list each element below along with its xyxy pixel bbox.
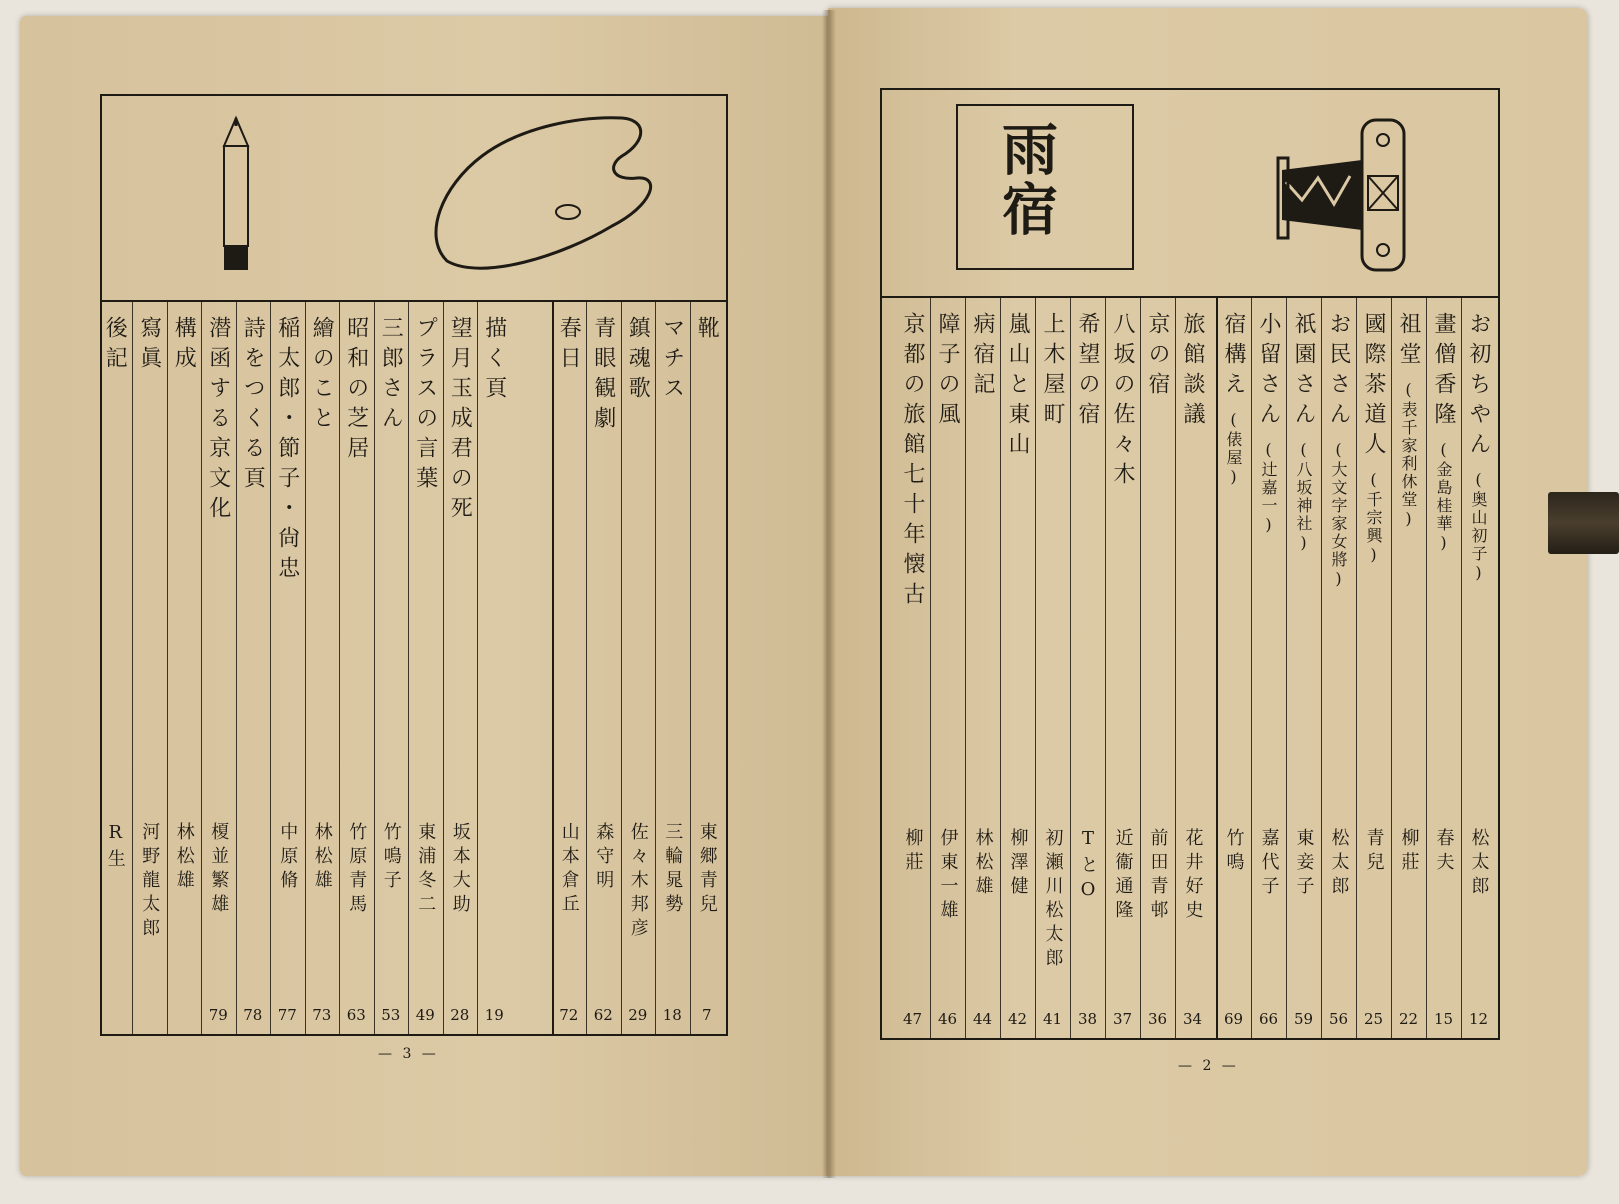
- column-divider: [1251, 298, 1252, 1038]
- toc-entry-author: 坂本大助: [449, 822, 471, 918]
- toc-entry-note: (千宗興): [1364, 470, 1383, 566]
- toc-entry-note: (俵屋): [1224, 410, 1243, 488]
- toc-entry-author: 柳莊: [902, 828, 924, 876]
- column-divider: [339, 302, 340, 1034]
- toc-entry-page: 42: [1007, 1010, 1028, 1028]
- column-divider: [1216, 298, 1218, 1038]
- toc-entry-page: 62: [593, 1006, 613, 1024]
- toc-entry-author: 近衞通隆: [1112, 828, 1134, 924]
- toc-entry-page: 29: [628, 1006, 648, 1024]
- toc-entry: [339, 302, 374, 1034]
- toc-entry: [1175, 298, 1210, 1038]
- toc-entry: [1251, 298, 1286, 1038]
- toc-entry-page: 47: [902, 1010, 923, 1028]
- left-contents-columns: [102, 302, 726, 1034]
- toc-entry-page: 28: [450, 1006, 470, 1024]
- toc-entry: [586, 302, 621, 1034]
- toc-entry: [374, 302, 409, 1034]
- toc-entry-author: 中原脩: [277, 822, 299, 894]
- toc-entry: [1286, 298, 1321, 1038]
- toc-entry: [1391, 298, 1426, 1038]
- toc-entry: [443, 302, 478, 1034]
- column-divider: [930, 298, 931, 1038]
- toc-entry-title: 上木屋町: [1040, 312, 1065, 432]
- left-illustration-panel: [102, 96, 726, 302]
- toc-entry-title: 八坂の佐々木: [1110, 312, 1135, 492]
- toc-entry-title: 繪のこと: [309, 316, 335, 436]
- toc-entry-title: 嵐山と東山: [1005, 312, 1030, 462]
- column-divider: [443, 302, 444, 1034]
- column-divider: [1035, 298, 1036, 1038]
- toc-entry-author: 伊東一雄: [937, 828, 959, 924]
- toc-entry-author: 竹鳴: [1223, 828, 1245, 876]
- toc-entry-page: 56: [1328, 1010, 1349, 1028]
- camera-drawing: [882, 90, 1498, 296]
- toc-entry-page: 25: [1363, 1010, 1384, 1028]
- column-divider: [408, 302, 409, 1034]
- pencil-icon: [224, 118, 248, 270]
- column-divider: [1286, 298, 1287, 1038]
- book-spine: [822, 10, 836, 1178]
- toc-entry-title: プラスの言葉: [412, 316, 438, 496]
- toc-entry: [552, 302, 587, 1034]
- toc-entry: [167, 302, 202, 1034]
- toc-entry-page: 49: [415, 1006, 435, 1024]
- toc-entry: [1216, 298, 1251, 1038]
- toc-entry-title: 三郎さん: [378, 316, 404, 436]
- column-divider: [1461, 298, 1462, 1038]
- column-divider: [621, 302, 622, 1034]
- toc-entry-page: 22: [1398, 1010, 1419, 1028]
- toc-entry-author: 東浦冬二: [415, 822, 437, 918]
- toc-entry-author: 東郷青兒: [696, 822, 718, 918]
- toc-entry: [655, 302, 690, 1034]
- right-folio: — 2 —: [1178, 1058, 1239, 1074]
- toc-entry-note: (八坂神社): [1294, 440, 1313, 554]
- toc-entry-title: 後記: [102, 316, 128, 376]
- toc-entry: [305, 302, 340, 1034]
- column-divider: [552, 302, 554, 1034]
- column-divider: [236, 302, 237, 1034]
- column-divider: [690, 302, 691, 1034]
- toc-entry-author: 林松雄: [311, 822, 333, 894]
- toc-entry-page: 18: [662, 1006, 682, 1024]
- toc-entry-page: 79: [208, 1006, 228, 1024]
- toc-entry-author: 春夫: [1433, 828, 1455, 876]
- toc-entry-page: 77: [277, 1006, 297, 1024]
- toc-entry: [930, 298, 965, 1038]
- toc-entry-page: 73: [312, 1006, 332, 1024]
- column-divider: [132, 302, 133, 1034]
- toc-entry: [1321, 298, 1356, 1038]
- toc-entry-page: 69: [1223, 1010, 1244, 1028]
- toc-entry-page: 59: [1293, 1010, 1314, 1028]
- toc-entry-author: 嘉代子: [1258, 828, 1280, 900]
- toc-entry-author: 林松雄: [972, 828, 994, 900]
- toc-entry-title: 病宿記: [970, 312, 995, 402]
- toc-entry-author: 佐々木邦彦: [627, 822, 649, 942]
- toc-entry-author: 竹原青馬: [346, 822, 368, 918]
- column-divider: [655, 302, 656, 1034]
- column-divider: [201, 302, 202, 1034]
- toc-entry-author: 初瀬川松太郎: [1042, 828, 1064, 972]
- toc-entry: [1356, 298, 1391, 1038]
- toc-entry-author: 山本倉丘: [558, 822, 580, 918]
- toc-entry-title: 京の宿: [1145, 312, 1170, 402]
- column-divider: [586, 302, 587, 1034]
- column-divider: [1356, 298, 1357, 1038]
- toc-entry-title: 旅館談議: [1180, 312, 1205, 432]
- toc-entry-author: 竹鳴子: [380, 822, 402, 894]
- toc-entry: [408, 302, 443, 1034]
- camera-icon: [1278, 120, 1404, 270]
- toc-entry-title: 障子の風: [935, 312, 960, 432]
- toc-entry-title: マチス: [659, 316, 685, 406]
- column-divider: [1321, 298, 1322, 1038]
- toc-entry-title: お初ちやん: [1466, 312, 1491, 462]
- toc-entry-title: 靴: [694, 316, 720, 346]
- toc-entry-author: 花井好史: [1182, 828, 1204, 924]
- toc-entry-author: R生: [104, 822, 126, 873]
- toc-entry-note: (奥山初子): [1469, 470, 1488, 584]
- toc-entry-title: 潜函する京文化: [205, 316, 231, 526]
- column-divider: [1426, 298, 1427, 1038]
- toc-entry-note: (金島桂華): [1434, 440, 1453, 554]
- toc-entry-page: 44: [972, 1010, 993, 1028]
- toc-entry-author: 青兒: [1363, 828, 1385, 876]
- toc-entry: [132, 302, 167, 1034]
- toc-entry: [1426, 298, 1461, 1038]
- toc-entry: [201, 302, 236, 1034]
- toc-entry-title: 青眼観劇: [590, 316, 616, 436]
- toc-entry-author: 松太郎: [1328, 828, 1350, 900]
- toc-entry-page: 41: [1042, 1010, 1063, 1028]
- column-divider: [1140, 298, 1141, 1038]
- right-contents-columns: [882, 298, 1498, 1038]
- toc-entry-author: 柳澤健: [1007, 828, 1029, 900]
- toc-entry-title: 祖堂: [1396, 312, 1421, 372]
- toc-entry-page: 38: [1077, 1010, 1098, 1028]
- toc-entry-author: 柳莊: [1398, 828, 1420, 876]
- toc-entry-page: 66: [1258, 1010, 1279, 1028]
- toc-entry: [1070, 298, 1105, 1038]
- toc-entry-title: 國際茶道人: [1361, 312, 1386, 462]
- toc-entry-title: 詩をつくる頁: [240, 316, 266, 496]
- toc-entry: [1140, 298, 1175, 1038]
- toc-entry-author: 林松雄: [173, 822, 195, 894]
- toc-entry-title: 鎮魂歌: [625, 316, 651, 406]
- toc-entry-page: 63: [346, 1006, 366, 1024]
- toc-entry: [1000, 298, 1035, 1038]
- toc-entry-page: 37: [1112, 1010, 1133, 1028]
- page-clip: [1548, 492, 1619, 554]
- right-illustration-panel: [882, 90, 1498, 298]
- toc-entry-author: 榎並繁雄: [208, 822, 230, 918]
- column-divider: [270, 302, 271, 1034]
- toc-entry: [1035, 298, 1070, 1038]
- toc-entry-title: 小留さん: [1256, 312, 1281, 432]
- toc-entry-author: 松太郎: [1468, 828, 1490, 900]
- toc-entry: [965, 298, 1000, 1038]
- column-divider: [1391, 298, 1392, 1038]
- column-divider: [374, 302, 375, 1034]
- toc-entry: [270, 302, 305, 1034]
- toc-entry-note: (辻嘉一): [1259, 440, 1278, 536]
- column-divider: [1105, 298, 1106, 1038]
- toc-entry-title: 春日: [556, 316, 582, 376]
- toc-entry-page: 15: [1433, 1010, 1454, 1028]
- toc-entry: [690, 302, 725, 1034]
- toc-entry-title: 昭和の芝居: [343, 316, 369, 466]
- toc-entry-title: 稲太郎・節子・尙忠: [274, 316, 300, 586]
- column-divider: [965, 298, 966, 1038]
- toc-entry-title: 京都の旅館七十年懐古: [900, 312, 925, 612]
- toc-entry-author: TとO: [1077, 828, 1099, 906]
- toc-entry: [621, 302, 656, 1034]
- toc-entry-page: 78: [243, 1006, 263, 1024]
- toc-entry-page: 19: [484, 1006, 504, 1024]
- toc-entry-page: 46: [937, 1010, 958, 1028]
- toc-entry-page: 34: [1182, 1010, 1203, 1028]
- toc-entry: [895, 298, 930, 1038]
- left-contents-frame: [100, 94, 728, 1036]
- toc-entry-title: 構成: [171, 316, 197, 376]
- toc-entry-title: 祇園さん: [1291, 312, 1316, 432]
- toc-entry-page: 7: [701, 1006, 712, 1024]
- left-folio: — 3 —: [378, 1046, 439, 1062]
- toc-entry-title: 畫僧香隆: [1431, 312, 1456, 432]
- toc-entry-title: 希望の宿: [1075, 312, 1100, 432]
- toc-entry-page: 72: [559, 1006, 579, 1024]
- toc-entry-title: お民さん: [1326, 312, 1351, 432]
- toc-entry: [98, 302, 133, 1034]
- toc-entry-page: 36: [1147, 1010, 1168, 1028]
- toc-entry: [1461, 298, 1496, 1038]
- column-divider: [167, 302, 168, 1034]
- toc-entry-title: 寫眞: [136, 316, 162, 376]
- column-divider: [477, 302, 478, 1034]
- column-divider: [1070, 298, 1071, 1038]
- toc-entry: [1105, 298, 1140, 1038]
- toc-entry: [236, 302, 271, 1034]
- toc-entry-title: 望月玉成君の死: [447, 316, 473, 526]
- toc-entry-note: (表千家利休堂): [1399, 380, 1418, 530]
- column-divider: [305, 302, 306, 1034]
- column-divider: [1175, 298, 1176, 1038]
- toc-entry-author: 森守明: [593, 822, 615, 894]
- toc-entry-page: 53: [381, 1006, 401, 1024]
- toc-entry-title: 描く頁: [481, 316, 507, 406]
- palette-icon: [436, 118, 651, 268]
- toc-entry-author: 三輪晁勢: [662, 822, 684, 918]
- toc-entry-author: 東妾子: [1293, 828, 1315, 900]
- title-calligraphy: 雨宿: [993, 120, 1059, 240]
- toc-entry-page: 12: [1468, 1010, 1489, 1028]
- pencil-and-palette-drawing: [102, 96, 726, 300]
- right-contents-frame: [880, 88, 1500, 1040]
- toc-entry-author: 河野龍太郎: [139, 822, 161, 942]
- toc-entry-title: 宿構え: [1221, 312, 1246, 402]
- toc-entry: [477, 302, 512, 1034]
- toc-entry-author: 前田青邨: [1147, 828, 1169, 924]
- column-divider: [1000, 298, 1001, 1038]
- toc-entry-note: (大文字家女將): [1329, 440, 1348, 590]
